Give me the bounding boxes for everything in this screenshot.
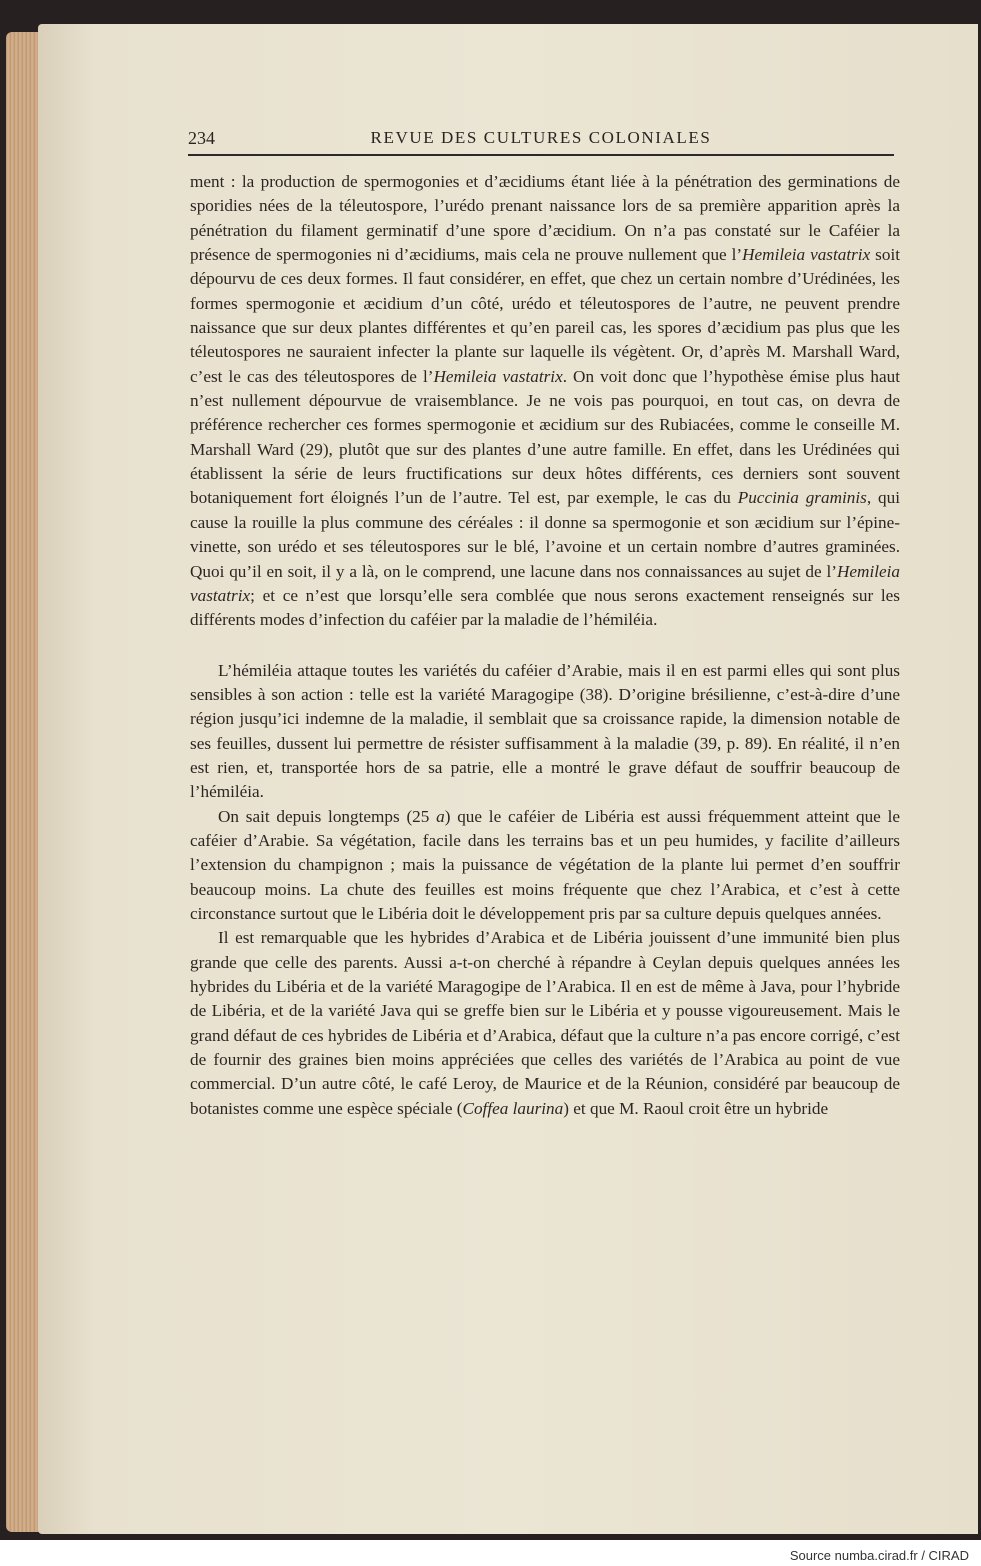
page-header [188, 124, 894, 156]
text-run: Il est remarquable que les hybrides d’Arabica et de Libéria jouissent d’une immunité bien plus grande que celle des parents. Aussi a-t-on cherché à répandre à Ceylan depuis quelques années les hybrides du Libéria et de la variété Maragogipe de l’Arabica. Il en est de même à Java, pour l’hybride de Libéria, et de la variété Java qui se greffe bien sur le Libéria et y pousse vigoureusement. Mais le grand défaut de ces hybrides de Libéria et d’Arabica, défaut que la culture n’a pas encore corrigé, c’est de fournir des graines bien moins appréciées que celles des variétés de l’Arabica au point de vue commercial. D’un autre côté, le café Leroy, de Maurice et de la Réunion, considéré par beaucoup de botanistes comme une espèce spéciale ( [190, 928, 900, 1118]
italic-text: Hemileia vastatrix [433, 366, 563, 386]
text-run: ment : la production de spermogonies et d’æcidiums étant liée à la pénétration des germinations de sporidies nées de la téleutospore, l’urédo prenant naissance lors de sa première apparition après la pénétration du filament germinatif d’une spore d’æcidium. On n’a pas constaté sur le Caféier la présence de spermogonies ni d’æcidiums, mais cela ne prouve nullement que l’ [190, 172, 900, 265]
source-credit: Source numba.cirad.fr / CIRAD [789, 1548, 969, 1563]
article-body [190, 170, 900, 1121]
paragraph [190, 170, 900, 633]
page-number: 234 [188, 128, 215, 148]
paragraph [190, 659, 900, 805]
running-title: REVUE DES CULTURES COLONIALES [370, 128, 712, 147]
italic-text: Hemileia vastatrix [742, 245, 871, 265]
italic-text: a [436, 806, 445, 826]
text-run: soit dépourvu de ces deux formes. Il faut considérer, en effet, que chez un certain nombre d’Urédinées, les formes spermogonie et æcidium d’un côté, urédo et téleutospores de l’autre, ne peuvent prendre naissance que sur deux plantes différentes et qu’en pareil cas, les spores d’æcidium pas plus que les téleutospores ne sauraient infecter la plante sur laquelle ils végètent. Or, d’après M. Marshall Ward, c’est le cas des téleutospores de l’ [190, 245, 900, 386]
italic-text: Hemileia vastatrix [190, 561, 900, 605]
paragraph [190, 926, 900, 1121]
italic-text: Puccinia graminis [737, 488, 867, 508]
text-run: ; et ce n’est que lorsqu’elle sera comblée que nous serons exactement renseignés sur les différents modes d’infection du caféier par la maladie de l’hémiléia. [190, 585, 900, 630]
text-run: . On voit donc que l’hypothèse émise plus haut n’est nullement dépourvue de vraisemblance. Je ne vois pas pourquoi, en tout cas, on devra de préférence rechercher ces formes spermogonie et æcidium sur des Rubiacées, comme le conseille M. Marshall Ward (29), plutôt que sur des plantes d’une autre famille. En effet, dans les Urédinées qui établissent la série de leurs fructifications sur deux hôtes différents, ces derniers sont souvent botaniquement fort éloignés l’un de l’autre. Tel est, par exemple, le cas du [190, 366, 900, 508]
text-run: ) et que M. Raoul croit être un hybride [563, 1098, 829, 1118]
text-run: ) que le caféier de Libéria est aussi fréquemment atteint que le caféier d’Arabie. Sa végétation, facile dans les terrains bas et un peu humides, y facilite d’ailleurs l’extension du champignon ; mais la puissance de végétation de la plante lui permet d’en souffrir beaucoup moins. La chute des feuilles est moins fréquente que chez l’Arabica, et c’est à cette circonstance surtout que le Libéria doit le développement pris par sa culture depuis quelques années. [190, 806, 900, 923]
text-run: , qui cause la rouille la plus commune des céréales : il donne sa spermogonie et son æcidium sur l’épine-vinette, son urédo et ses téleutospores sur le blé, l’avoine et un certain nombre d’autres graminées. Quoi qu’il en soit, il y a là, on le comprend, une lacune dans nos connaissances au sujet de l’ [190, 488, 900, 581]
text-run: L’hémiléia attaque toutes les variétés du caféier d’Arabie, mais il en est parmi elles qui sont plus sensibles à son action : telle est la variété Maragogipe (38). D’origine brésilienne, c’est-à-dire d’une région jusqu’ici indemne de la maladie, il semblait que sa croissance rapide, la dimension notable de ses feuilles, dussent lui permettre de résister suffisamment à la maladie (39, p. 89). En réalité, il n’en est rien, et, transportée hors de sa patrie, elle a montré le grave défaut de souffrir beaucoup de l’hémiléia. [190, 660, 900, 802]
text-run: On sait depuis longtemps (25 [218, 806, 437, 826]
italic-text: Coffea laurina [462, 1098, 564, 1118]
paragraph [190, 805, 900, 927]
